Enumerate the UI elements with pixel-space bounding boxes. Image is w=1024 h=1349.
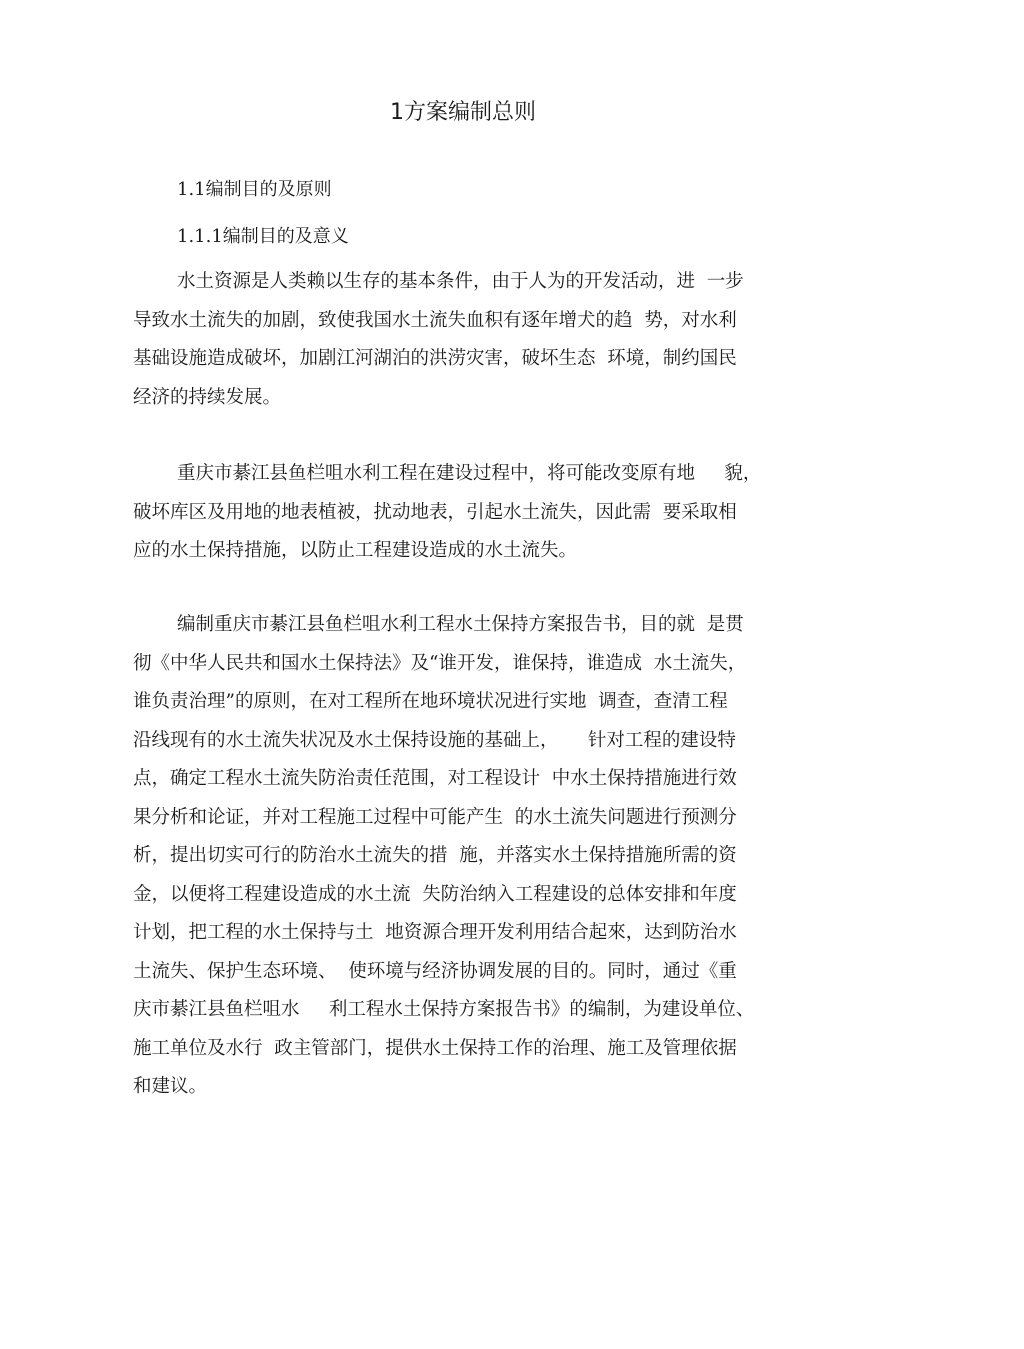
- paragraph-3: [133, 606, 754, 1107]
- text-line: 重庆市綦江县鱼栏咀水利工程在建设过程中，将可能改变原有地 貌，: [177, 463, 762, 484]
- text-line: 彻《中华人民共和国水土保持法》及“谁开发，谁保持，谁造成 水土流失，: [133, 652, 747, 674]
- text-line: 水土资源是人类赖以生存的基本条件，由于人为的开发活动，进 一步: [177, 271, 744, 292]
- text-line: 和建议。: [133, 1076, 208, 1097]
- text-line: 导致水土流失的加剧，致使我国水土流失血积有逐年增犬的趋 势，对水利: [133, 309, 737, 331]
- text-line: 金，以便将工程建设造成的水土流 失防治纳入工程建设的总体安排和年度: [133, 883, 737, 905]
- paragraph-2: [133, 455, 761, 571]
- text-line: 应的水土保持措施，以防止工程建设造成的水土流失。: [133, 540, 578, 561]
- text-line: 编制重庆市綦江县鱼栏咀水利工程水土保持方案报告书，目的就 是贯: [177, 614, 744, 635]
- text-line: 析，提出切实可行的防治水土流失的措 施，并落实水土保持措施所需的资: [133, 845, 737, 866]
- text-line: 施工单位及水行 政主管部门，提供水土保持工作的治理、施工及管理依据: [133, 1037, 737, 1059]
- document-title: 1方案编制总则: [390, 100, 536, 125]
- text-line: 沿线现有的水土流失状况及水土保持设施的基础上， 针对工程的建设特: [133, 729, 736, 751]
- text-line: 土流失、保护生态环境、 使环境与经济协调发展的目的。同时，通过《重: [133, 960, 737, 982]
- section-heading: 1.1编制目的及原则: [177, 179, 332, 200]
- text-line: 经济的持续发展。: [133, 386, 282, 408]
- text-line: 破坏库区及用地的地表植被，扰动地表，引起水土流失，因此需 要采取相: [133, 501, 737, 523]
- text-line: 点，确定工程水土流失防治责任范围，对工程设计 中水土保持措施进行效: [133, 768, 737, 789]
- text-line: 果分析和论证，并对工程施工过程中可能产生 的水土流失问题进行预测分: [133, 806, 737, 828]
- text-line: 庆市綦江县鱼栏咀水 利工程水土保持方案报告书》的编制，为建设单位、: [133, 999, 755, 1020]
- paragraph-1: [133, 263, 744, 417]
- subsection-heading: 1.1.1编制目的及意义: [177, 226, 349, 247]
- text-line: 计划，把工程的水土保持与土 地资源合理开发利用结合起來，达到防治水: [133, 922, 737, 943]
- text-line: 谁负责治理”的原则，在对工程所在地环境状况进行实地 调查，查清工程: [133, 691, 728, 712]
- text-line: 基础设施造成破坏，加剧江河湖泊的洪涝灾害，破坏生态 环境，制约国民: [133, 348, 737, 369]
